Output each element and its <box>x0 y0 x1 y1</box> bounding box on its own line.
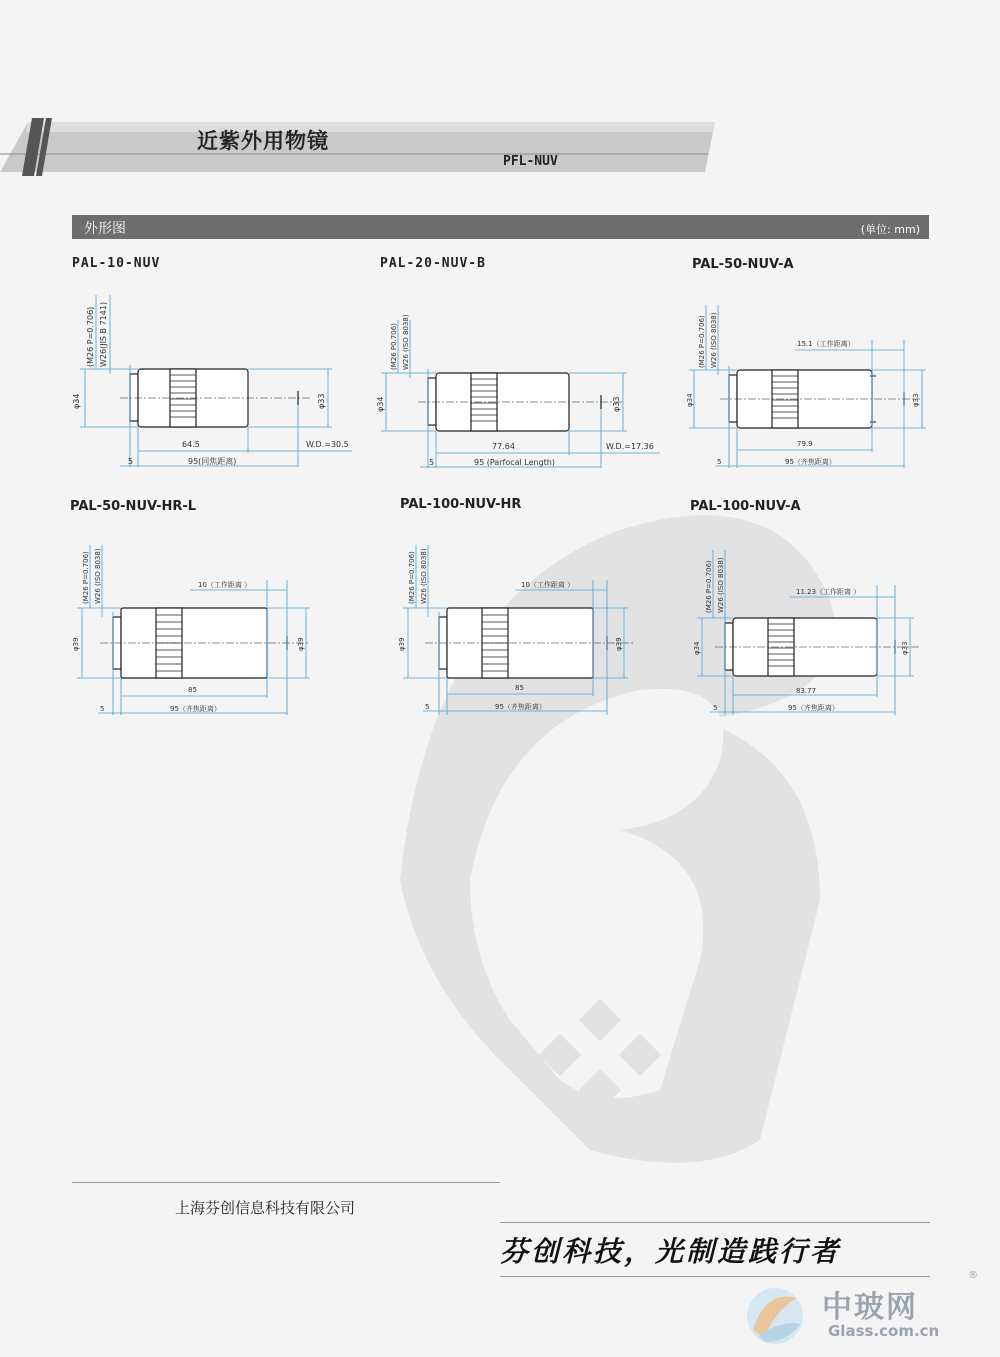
dim-dia-left: φ39 <box>72 637 80 651</box>
footer-divider <box>72 1182 500 1183</box>
model-label: PAL-50-NUV-A <box>692 257 794 272</box>
model-label: PAL-50-NUV-HR-L <box>70 499 197 514</box>
dim-wd: 10（工作距离 ） <box>198 581 252 589</box>
dim-parfocal: 95(同焦距离) <box>188 457 237 466</box>
dim-dia-left: φ34 <box>72 393 81 409</box>
dim-dia-left: φ34 <box>693 641 701 655</box>
dim-parfocal: 95（齐焦距离） <box>785 458 836 466</box>
model-label: PAL-100-NUV-A <box>690 499 801 514</box>
section-label: 外形图 <box>84 221 126 237</box>
registered-mark: ® <box>968 1270 978 1281</box>
dim-dia-left: φ34 <box>376 396 385 412</box>
dim-wd: W.D.=17.36 <box>606 442 654 451</box>
dim-parfocal: 95（齐焦距离） <box>170 705 221 713</box>
dim-dia-right: φ39 <box>615 637 623 651</box>
dim-dia-right: φ33 <box>317 393 326 409</box>
dim-thread-2: W26 (ISO 8038) <box>710 312 718 368</box>
dim-dia-right: φ39 <box>297 637 305 651</box>
dim-dia-right: φ33 <box>912 393 920 407</box>
dim-base: 5 <box>100 705 105 713</box>
dim-base: 5 <box>128 457 134 466</box>
drawing-pal-20-nuv-b <box>368 300 668 475</box>
dim-dia-right: φ33 <box>612 396 621 412</box>
dim-base: 5 <box>429 458 435 467</box>
dim-parfocal: 95（齐焦距离） <box>495 703 546 711</box>
dim-thread-2: W26(JIS B 7141) <box>99 301 108 367</box>
company-name: 上海芬创信息科技有限公司 <box>175 1199 356 1217</box>
section-unit: (单位: mm) <box>860 223 920 236</box>
drawing-pal-100-nuv-a <box>680 545 940 720</box>
dim-base: 5 <box>717 458 722 466</box>
dim-wd: 11.23（工作距离 ） <box>796 588 861 596</box>
header-banner <box>0 110 1000 180</box>
dim-thread-1: (M26 P=0.706) <box>698 315 706 368</box>
slogan-divider-top <box>500 1222 930 1223</box>
drawing-pal-10-nuv <box>60 285 360 475</box>
dim-thread-1: (M26 P=0.706) <box>82 551 90 604</box>
section-bar <box>72 215 929 239</box>
drawing-pal-100-nuv-hr <box>385 540 645 720</box>
model-label: PAL-100-NUV-HR <box>400 497 522 512</box>
watermark-en: Glass.com.cn <box>828 1322 940 1340</box>
drawing-pal-50-nuv-a <box>680 300 940 475</box>
dim-thread-2: W26 (ISO 8038) <box>402 314 410 370</box>
dim-thread-1: (M26 P=0.706) <box>86 306 95 367</box>
dim-wd: 10（工作距离 ） <box>521 581 575 589</box>
dim-base: 5 <box>425 703 430 711</box>
dim-wd: 15.1（工作距离） <box>797 340 855 348</box>
dim-thread-2: W26 (ISO 8038) <box>717 557 725 613</box>
watermark-cn: 中玻网 <box>822 1290 918 1325</box>
dim-dia-left: φ39 <box>398 637 406 651</box>
dim-parfocal: 95 (Parfocal Length) <box>474 458 555 467</box>
dim-thread-1: (M26 P=0.706) <box>705 560 713 613</box>
glass-logo-icon <box>735 1280 815 1350</box>
slogan: 芬创科技，光制造践行者 <box>500 1235 842 1268</box>
dim-dia-right: φ33 <box>901 641 909 655</box>
dim-length: 85 <box>188 686 197 694</box>
dim-thread-2: W26 (ISO 8038) <box>420 548 428 604</box>
model-label: PAL-10-NUV <box>72 256 161 271</box>
dim-parfocal: 95（齐焦距离） <box>788 704 839 712</box>
dim-length: 85 <box>515 684 524 692</box>
dim-length: 83.77 <box>796 687 817 695</box>
dim-dia-left: φ34 <box>686 393 694 407</box>
slogan-divider-bottom <box>500 1276 930 1277</box>
dim-thread-1: (M26 P0.706) <box>390 323 398 370</box>
page-title: 近紫外用物镜 <box>197 129 329 153</box>
dim-thread-1: (M26 P=0.706) <box>408 551 416 604</box>
dim-length: 79.9 <box>797 440 813 448</box>
drawing-pal-50-nuv-hr-l <box>60 540 320 720</box>
dim-length: 77.64 <box>492 442 515 451</box>
dim-wd: W.D.=30.5 <box>306 440 349 449</box>
page-subtitle: PFL-NUV <box>503 154 558 169</box>
dim-thread-2: W26 (ISO 8038) <box>94 548 102 604</box>
dim-length: 64.5 <box>182 440 200 449</box>
dim-base: 5 <box>713 704 718 712</box>
model-label: PAL-20-NUV-B <box>380 256 486 271</box>
